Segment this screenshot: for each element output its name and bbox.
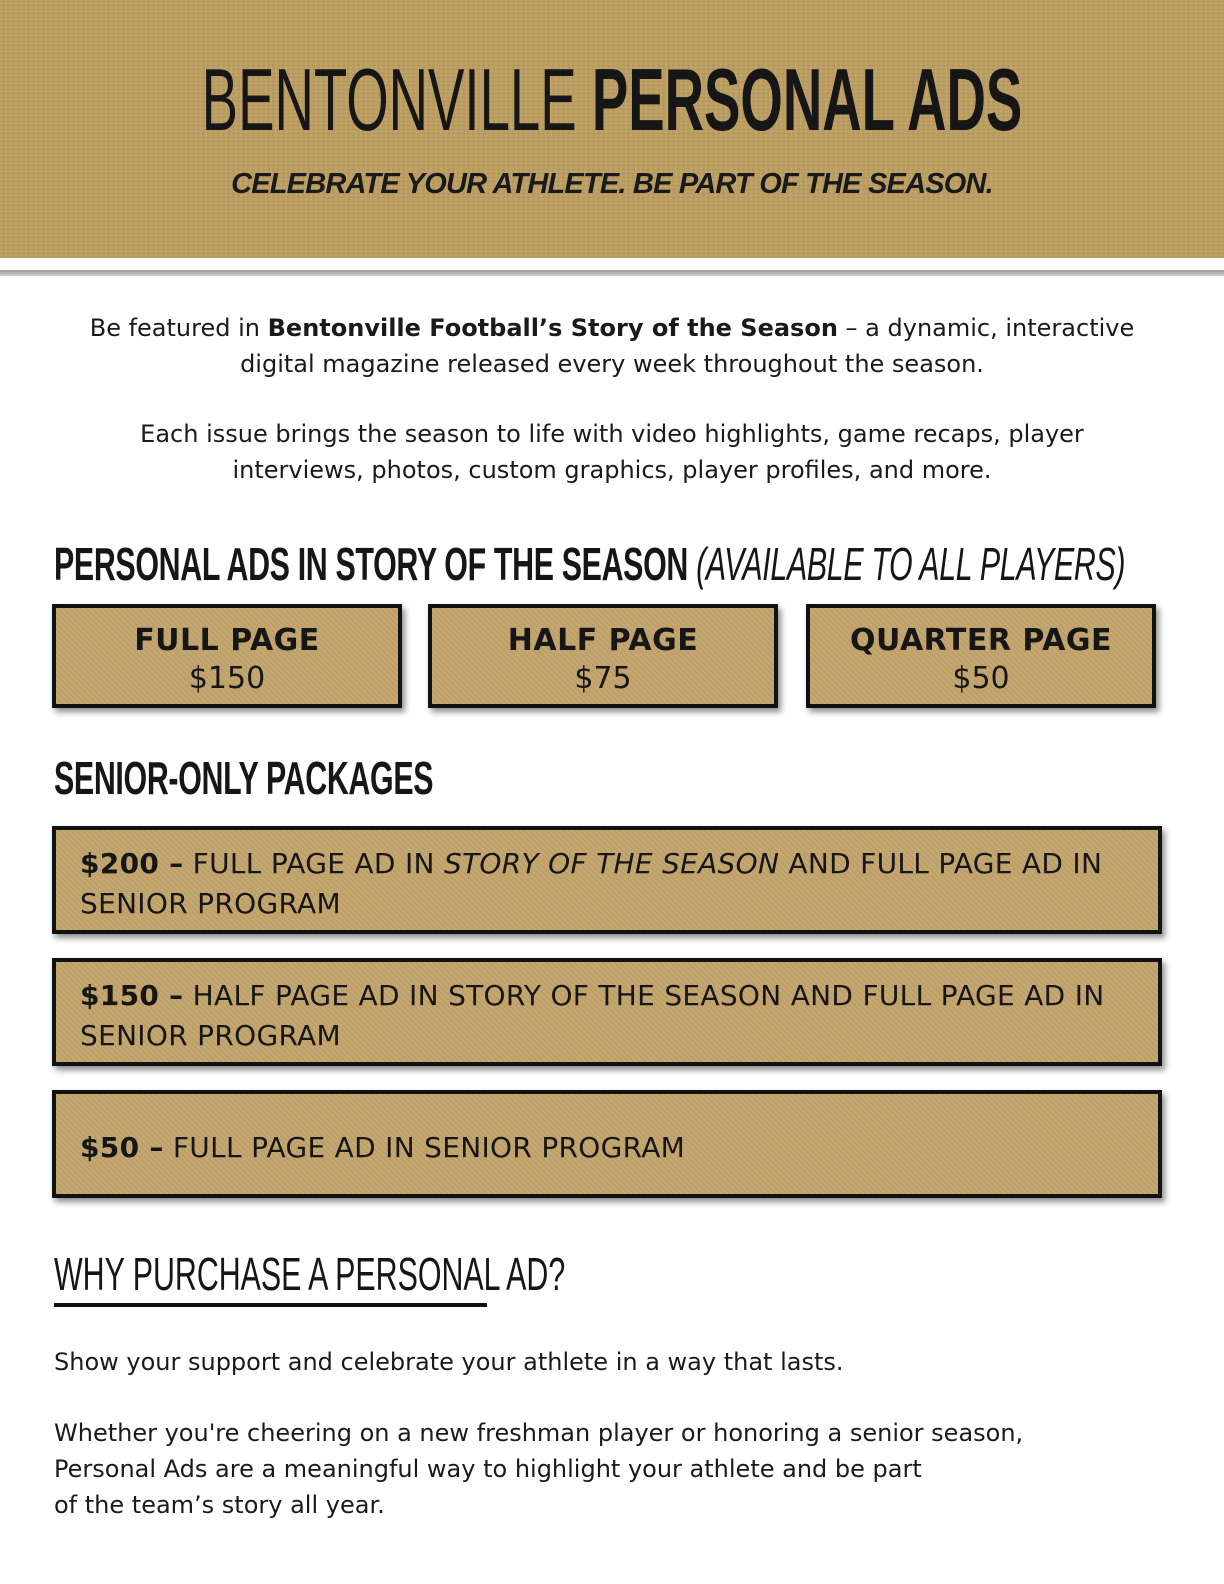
personal-ads-heading [54, 538, 1125, 590]
option-half-page [428, 604, 778, 708]
option-price: $50 [952, 661, 1010, 696]
page-title [0, 50, 1224, 150]
package-publication: STORY OF THE SEASON [443, 847, 780, 880]
header-divider [0, 270, 1224, 276]
senior-packages-heading: SENIOR-ONLY PACKAGES [54, 752, 434, 804]
option-name: HALF PAGE [507, 623, 699, 658]
option-name: QUARTER PAGE [850, 623, 1112, 658]
intro-text-continued: – a dynamic, interactive digital magazine released every week throughout the season. [240, 314, 1135, 378]
intro-text: Be featured in [89, 314, 268, 342]
title-light: BENTONVILLE [201, 50, 577, 149]
intro-publication-name: Bentonville Football’s Story of the Season [267, 314, 838, 342]
package-text: HALF PAGE AD IN STORY OF THE SEASON AND FULL PAGE AD IN SENIOR PROGRAM [80, 979, 1105, 1052]
why-paragraph-2-line-3: of the team’s story all year. [54, 1491, 385, 1519]
why-paragraph-2 [54, 1415, 1154, 1523]
title-bold: PERSONAL ADS [591, 50, 1023, 149]
option-full-page [52, 604, 402, 708]
option-price: $150 [188, 661, 266, 696]
personal-ads-heading-note: (AVAILABLE TO ALL PLAYERS) [696, 538, 1126, 590]
header-subtitle: CELEBRATE YOUR ATHLETE. BE PART OF THE SEASON. [231, 168, 993, 200]
package-price: $50 – [80, 1131, 164, 1164]
option-name: FULL PAGE [134, 623, 320, 658]
intro-paragraph-2: Each issue brings the season to life with video highlights, game recaps, player interviews, photos, custom graphics, player profiles, and more. [140, 420, 1084, 484]
personal-ads-heading-text: PERSONAL ADS IN STORY OF THE SEASON [54, 538, 688, 590]
senior-package-150 [52, 958, 1162, 1066]
why-heading: WHY PURCHASE A PERSONAL AD? [54, 1248, 566, 1300]
package-price: $200 – [80, 847, 184, 880]
why-heading-underline [54, 1303, 487, 1307]
package-price: $150 – [80, 979, 184, 1012]
why-paragraph-2-line-2: Personal Ads are a meaningful way to highlight your athlete and be part [54, 1455, 922, 1483]
package-text: FULL PAGE AD IN [183, 847, 444, 880]
senior-package-50 [52, 1090, 1162, 1198]
why-paragraph-2-line-1: Whether you're cheering on a new freshman player or honoring a senior season, [54, 1419, 1024, 1447]
intro-paragraph-1 [80, 310, 1144, 382]
option-quarter-page [806, 604, 1156, 708]
package-text-continued: AND FULL PAGE AD IN SENIOR PROGRAM [80, 847, 1103, 920]
option-price: $75 [574, 661, 632, 696]
why-paragraph-1: Show your support and celebrate your athlete in a way that lasts. [54, 1348, 844, 1376]
senior-package-200 [52, 826, 1162, 934]
package-text: FULL PAGE AD IN SENIOR PROGRAM [163, 1131, 686, 1164]
